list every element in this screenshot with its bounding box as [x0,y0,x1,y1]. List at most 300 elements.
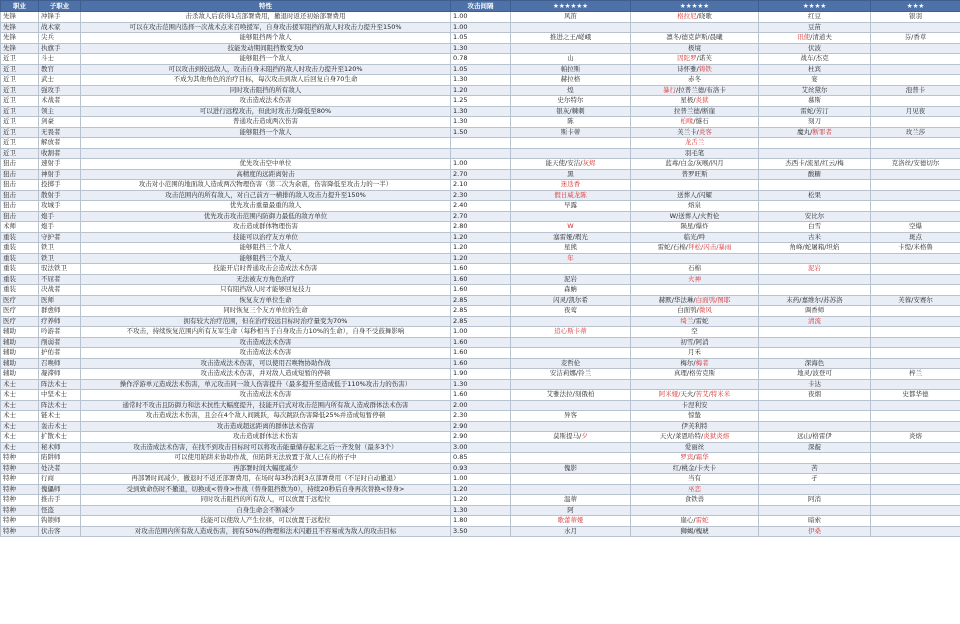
trait-cell: 攻击造成超远距离的群体法术伤害 [81,421,451,432]
operator-name: 惊蛰 [688,411,701,419]
five-star-cell [631,180,759,191]
table-row[interactable] [1,484,960,495]
trait-cell: 优先攻击攻击范围内防御力最低的敌方单位 [81,211,451,222]
six-star-cell [511,222,631,233]
table-row[interactable] [1,117,960,128]
class-cell: 重装 [1,243,39,254]
table-row[interactable] [1,75,960,86]
header-attack-interval[interactable]: 攻击间隔 [451,1,511,12]
table-row[interactable] [1,337,960,348]
operator-name: 黑 [567,169,574,178]
three-star-cell [871,337,960,348]
header-subclass[interactable]: 子职业 [39,1,81,12]
table-row[interactable] [1,232,960,243]
five-star-cell [631,169,759,180]
table-row[interactable] [1,505,960,516]
table-row[interactable] [1,201,960,212]
five-star-cell [631,159,759,170]
three-star-cell [871,148,960,159]
table-row[interactable] [1,274,960,285]
operator-name: 泡普卡 [905,85,926,94]
five-star-cell [631,211,759,222]
six-star-cell [511,285,631,296]
five-star-cell [631,264,759,275]
class-cell: 近卫 [1,85,39,96]
header-4-star[interactable]: ★★★★ [759,1,871,12]
attack-interval-cell: 1.30 [451,505,511,516]
operator-name: /拉普兰德/布洛卡 [676,85,726,94]
operator-name: 卡达 [808,379,821,388]
trait-cell: 攻击对小范围的地面敌人造成两次物理伤害（第二次为余震，伤害降低至攻击力的一半） [81,180,451,191]
operator-name: 天火/ [680,390,696,398]
class-cell: 辅助 [1,369,39,380]
operator-name: 水月 [564,526,577,535]
table-row[interactable] [1,12,960,23]
table-row[interactable] [1,432,960,443]
attack-interval-cell: 1.90 [451,369,511,380]
table-row[interactable] [1,211,960,222]
header-5-star[interactable]: ★★★★★ [631,1,759,12]
three-star-cell [871,117,960,128]
four-star-cell [759,442,871,453]
trait-cell [81,138,451,149]
operator-name: 星熊 [564,243,577,251]
table-row[interactable] [1,306,960,317]
subclass-cell: 中坚术士 [39,390,81,401]
five-star-cell [631,64,759,75]
six-star-cell [511,180,631,191]
class-cell: 重装 [1,264,39,275]
class-cell: 特种 [1,474,39,485]
attack-interval-cell: 2.80 [451,222,511,233]
operator-name: 崖心/ [680,516,696,524]
table-row[interactable] [1,169,960,180]
three-star-cell [871,243,960,254]
subclass-cell: 铁卫 [39,243,81,254]
trait-cell: 恢复友方单位生命 [81,295,451,306]
three-star-cell [871,253,960,264]
operator-name: 克洛丝/安德切尔 [891,159,940,167]
attack-interval-cell: 1.30 [451,106,511,117]
operator-name: 微风 [698,306,712,314]
table-row[interactable] [1,138,960,149]
class-cell: 术士 [1,390,39,401]
four-star-cell [759,127,871,138]
trait-cell: 击杀敌人后获得1点部署费用，撤退时返还初始部署费用 [81,12,451,23]
table-row[interactable] [1,316,960,327]
operator-name: 火神 [688,274,701,283]
four-star-cell [759,85,871,96]
table-row[interactable] [1,285,960,296]
trait-cell: 再部署时间大幅度减少 [81,463,451,474]
five-star-cell [631,96,759,107]
trait-cell: 对攻击范围内所有敌人造成伤害，拥有50%的物理和法术闪避且不容易成为敌人的攻击目标 [81,526,451,537]
five-star-cell [631,432,759,443]
operator-name: 白面鸮/图耶 [695,295,731,304]
class-cell: 特种 [1,516,39,527]
four-star-cell [759,390,871,401]
class-cell: 狙击 [1,180,39,191]
attack-interval-cell: 1.60 [451,348,511,359]
operator-name: 夜烟 [808,390,821,398]
header-6-star[interactable]: ★★★★★★ [511,1,631,12]
subclass-cell: 炮手 [39,222,81,233]
operator-name: 年 [567,253,574,262]
six-star-cell [511,516,631,527]
attack-interval-cell: 0.85 [451,453,511,464]
table-row[interactable] [1,411,960,422]
operator-name: 能天使/安洁/ [545,159,583,167]
four-star-cell [759,295,871,306]
subclass-cell: 投掷手 [39,180,81,191]
operator-name: 伊桑 [808,526,821,535]
subclass-cell: 行商 [39,474,81,485]
six-star-cell [511,75,631,86]
three-star-cell [871,379,960,390]
three-star-cell [871,442,960,453]
six-star-cell [511,159,631,170]
six-star-cell [511,274,631,285]
subclass-cell: 解放者 [39,138,81,149]
operator-name: 温蒂 [564,495,577,503]
header-row [1,1,960,12]
three-star-cell [871,432,960,443]
trait-cell: 攻击造成法术伤害，在找不到攻击目标时可以将攻击能量储存起来之后一齐发射（最多3个） [81,442,451,453]
table-row[interactable] [1,421,960,432]
attack-interval-cell: 2.30 [451,190,511,201]
four-star-cell [759,327,871,338]
class-cell: 术师 [1,222,39,233]
table-row[interactable] [1,358,960,369]
five-star-cell [631,358,759,369]
operator-name: 暴行 [663,85,677,94]
operator-name: /燧石 [693,117,709,125]
six-star-cell [511,505,631,516]
six-star-cell [511,264,631,275]
operator-name: 暗索 [808,516,821,524]
subclass-cell: 推击手 [39,495,81,506]
operator-name: 赫拉格 [560,75,581,83]
table-row[interactable] [1,222,960,233]
trait-cell: 技能开启时普通攻击会造成法术伤害 [81,264,451,275]
four-star-cell [759,22,871,33]
operator-name: 芙蓉/安赛尔 [898,295,933,304]
table-row[interactable] [1,190,960,201]
six-star-cell [511,379,631,390]
four-star-cell [759,106,871,117]
five-star-cell [631,484,759,495]
operator-name: 雷蛇 [695,516,709,524]
five-star-cell [631,327,759,338]
three-star-cell [871,159,960,170]
header-trait[interactable]: 特性 [81,1,451,12]
operator-name: / [696,12,699,20]
table-row[interactable] [1,180,960,191]
three-star-cell [871,306,960,317]
five-star-cell [631,22,759,33]
trait-cell: 攻击造成法术伤害 [81,337,451,348]
three-star-cell [871,12,960,23]
four-star-cell [759,432,871,443]
operator-name: 阿消 [808,495,821,503]
trait-cell: 同时攻击阻挡的所有敌人 [81,85,451,96]
attack-interval-cell: 1.60 [451,285,511,296]
table-row[interactable] [1,85,960,96]
trait-cell: 攻击范围内的所有敌人，对自己前方一横排的敌人攻击力提升至150% [81,190,451,201]
table-row[interactable] [1,400,960,411]
table-row[interactable] [1,159,960,170]
operator-name: 空 [691,327,698,335]
operator-name: 因陀罗 [677,54,697,62]
operator-name: 角峰/蛇屠箱/坦焰 [789,243,840,251]
three-star-cell [871,43,960,54]
class-cell: 重装 [1,232,39,243]
table-row[interactable] [1,54,960,65]
trait-cell: 只有阻挡敌人时才能够回复技力 [81,285,451,296]
table-row[interactable] [1,379,960,390]
operator-name: 艾雅法拉/刻俄柏 [546,390,595,398]
table-row[interactable] [1,22,960,33]
five-star-cell [631,201,759,212]
six-star-cell [511,421,631,432]
subclass-cell: 速射手 [39,159,81,170]
three-star-cell [871,316,960,327]
attack-interval-cell: 1.05 [451,33,511,44]
four-star-cell [759,337,871,348]
operator-name: 送葬人/闪耀 [677,190,712,199]
trait-cell: 技能发动期间阻挡数变为0 [81,43,451,54]
class-cell: 特种 [1,495,39,506]
operator-name: 炎狱炎熔 [703,432,730,440]
trait-cell: 高精度的远距离射击 [81,169,451,180]
operator-name: 柏喙 [680,117,694,125]
class-cell: 先锋 [1,43,39,54]
class-cell: 近卫 [1,106,39,117]
class-cell: 特种 [1,505,39,516]
attack-interval-cell: 1.00 [451,159,511,170]
trait-cell: 攻击造成群体法术伤害 [81,432,451,443]
subclass-cell: 铁卫 [39,253,81,264]
trait-cell: 可以在攻击范围内选择一次战术点来召唤援军，自身攻击援军阻挡的敌人时攻击力提升至150% [81,22,451,33]
attack-interval-cell: 2.10 [451,180,511,191]
three-star-cell [871,211,960,222]
table-row[interactable] [1,463,960,474]
attack-interval-cell: 1.80 [451,516,511,527]
six-star-cell [511,22,631,33]
six-star-cell [511,138,631,149]
attack-interval-cell: 1.20 [451,253,511,264]
table-row[interactable] [1,474,960,485]
three-star-cell [871,327,960,338]
class-cell: 特种 [1,453,39,464]
five-star-cell [631,442,759,453]
operator-name: 闪灵/凯尔希 [553,295,588,304]
three-star-cell [871,106,960,117]
four-star-cell [759,96,871,107]
class-cell: 辅助 [1,337,39,348]
operator-name: 白雪 [808,222,821,230]
operator-name: 炎熔 [909,432,922,440]
class-cell: 近卫 [1,54,39,65]
subclass-cell: 处决者 [39,463,81,474]
header-3-star[interactable]: ★★★ [871,1,960,12]
table-row[interactable] [1,348,960,359]
subclass-cell: 凝滞师 [39,369,81,380]
six-star-cell [511,453,631,464]
table-row[interactable] [1,327,960,338]
six-star-cell [511,337,631,348]
class-cell: 狙击 [1,190,39,201]
four-star-cell [759,526,871,537]
five-star-cell [631,390,759,401]
four-star-cell [759,253,871,264]
four-star-cell [759,180,871,191]
table-row[interactable] [1,148,960,159]
attack-interval-cell: 1.30 [451,75,511,86]
attack-interval-cell: 1.00 [451,12,511,23]
operator-name: 刻刀 [808,117,821,125]
operator-name: 伊芙利特 [681,421,708,430]
class-cell: 先锋 [1,33,39,44]
operator-name: 泥岩 [564,274,577,283]
subclass-cell: 疗养师 [39,316,81,327]
class-cell: 辅助 [1,358,39,369]
table-row[interactable] [1,64,960,75]
table-row[interactable] [1,526,960,537]
trait-cell: 可以使用陷阱来协助作战，但陷阱无法放置于敌人已在的格子中 [81,453,451,464]
table-body [1,12,960,537]
three-star-cell [871,295,960,306]
operator-name: 追心斯卡蒂 [554,327,587,335]
three-star-cell [871,169,960,180]
table-row[interactable] [1,442,960,453]
trait-cell: 能够阻挡两个敌人 [81,33,451,44]
four-star-cell [759,117,871,128]
attack-interval-cell: 2.30 [451,411,511,422]
class-cell: 特种 [1,484,39,495]
four-star-cell [759,148,871,159]
table-row[interactable] [1,453,960,464]
six-star-cell [511,526,631,537]
operator-name: 炎狱 [695,96,709,104]
operator-name: 梅者 [695,358,709,367]
operator-name: 炎客 [698,127,712,136]
five-star-cell [631,222,759,233]
operator-name: 史尔特尔 [557,96,584,104]
operator-name: 玫兰莎 [905,127,926,136]
five-star-cell [631,54,759,65]
table-row[interactable] [1,96,960,107]
subclass-cell: 收割者 [39,148,81,159]
operator-name: 斑点 [909,232,922,241]
operator-name: 卡缇/米格鲁 [898,243,933,251]
attack-interval-cell: 1.20 [451,243,511,254]
class-cell: 先锋 [1,22,39,33]
table-row[interactable] [1,43,960,54]
class-cell: 特种 [1,463,39,474]
three-star-cell [871,96,960,107]
attack-interval-cell: 3.00 [451,442,511,453]
table-row[interactable] [1,127,960,138]
subclass-cell: 护佑者 [39,348,81,359]
three-star-cell [871,22,960,33]
four-star-cell [759,264,871,275]
six-star-cell [511,474,631,485]
table-row[interactable] [1,253,960,264]
class-cell: 特种 [1,526,39,537]
trait-cell: 操作浮游单元造成法术伤害，单元攻击同一敌人伤害提升（最多提升至造成低于110%攻击力的伤害） [81,379,451,390]
operator-name: 森蚺 [564,285,577,293]
three-star-cell [871,453,960,464]
table-row[interactable] [1,295,960,306]
operator-name: 初雪/阿消 [680,337,709,346]
operator-name: 断罪者 [812,127,832,136]
operator-name: 阿 [567,505,574,514]
five-star-cell [631,148,759,159]
six-star-cell [511,190,631,201]
class-cell: 术士 [1,432,39,443]
trait-cell: 拥有较大治疗范围，但在治疗较远目标时治疗量变为70% [81,316,451,327]
three-star-cell [871,516,960,527]
subclass-cell: 散射手 [39,190,81,201]
operator-name: 安洁莉娜/铃兰 [549,369,592,377]
operator-name: 龙舌兰 [684,138,705,146]
table-row[interactable] [1,369,960,380]
operator-name: 帕拉斯 [560,64,581,73]
trait-cell: 通常时不攻击且防御力和法术抗性大幅度提升，技能开启式对攻击范围内所有敌人造成群体法术伤害 [81,400,451,411]
six-star-cell [511,442,631,453]
six-star-cell [511,43,631,54]
attack-interval-cell: 3.50 [451,526,511,537]
attack-interval-cell: 1.60 [451,358,511,369]
operator-name: 极境 [688,43,701,52]
four-star-cell [759,285,871,296]
attack-interval-cell: 1.60 [451,390,511,401]
table-row[interactable] [1,106,960,117]
operator-name: 苦 [811,463,818,472]
header-class[interactable]: 职业 [1,1,39,12]
subclass-cell: 斗士 [39,54,81,65]
three-star-cell [871,222,960,233]
operator-name: 夕 [581,432,588,440]
six-star-cell [511,495,631,506]
operator-name: 拉普兰德/断崖 [673,106,716,115]
table-row[interactable] [1,516,960,527]
four-star-cell [759,411,871,422]
four-star-cell [759,306,871,317]
three-star-cell [871,127,960,138]
operator-name: W [567,222,574,230]
four-star-cell [759,75,871,86]
operator-name: /诺芙 [696,54,712,62]
operator-name: 早露 [564,201,577,209]
table-row[interactable] [1,390,960,401]
table-row[interactable] [1,243,960,254]
operator-name: 普罗旺斯 [681,169,708,178]
trait-cell: 技能可以使敌人产生位移，可以放置于远程位 [81,516,451,527]
five-star-cell [631,274,759,285]
operator-name: 古米 [808,232,821,241]
three-star-cell [871,54,960,65]
operator-name: 月见夜 [905,106,926,115]
trait-cell [81,148,451,159]
table-row[interactable] [1,264,960,275]
table-row[interactable] [1,495,960,506]
operator-name: 陈 [567,117,574,125]
five-star-cell [631,369,759,380]
table-row[interactable] [1,33,960,44]
five-star-cell [631,421,759,432]
